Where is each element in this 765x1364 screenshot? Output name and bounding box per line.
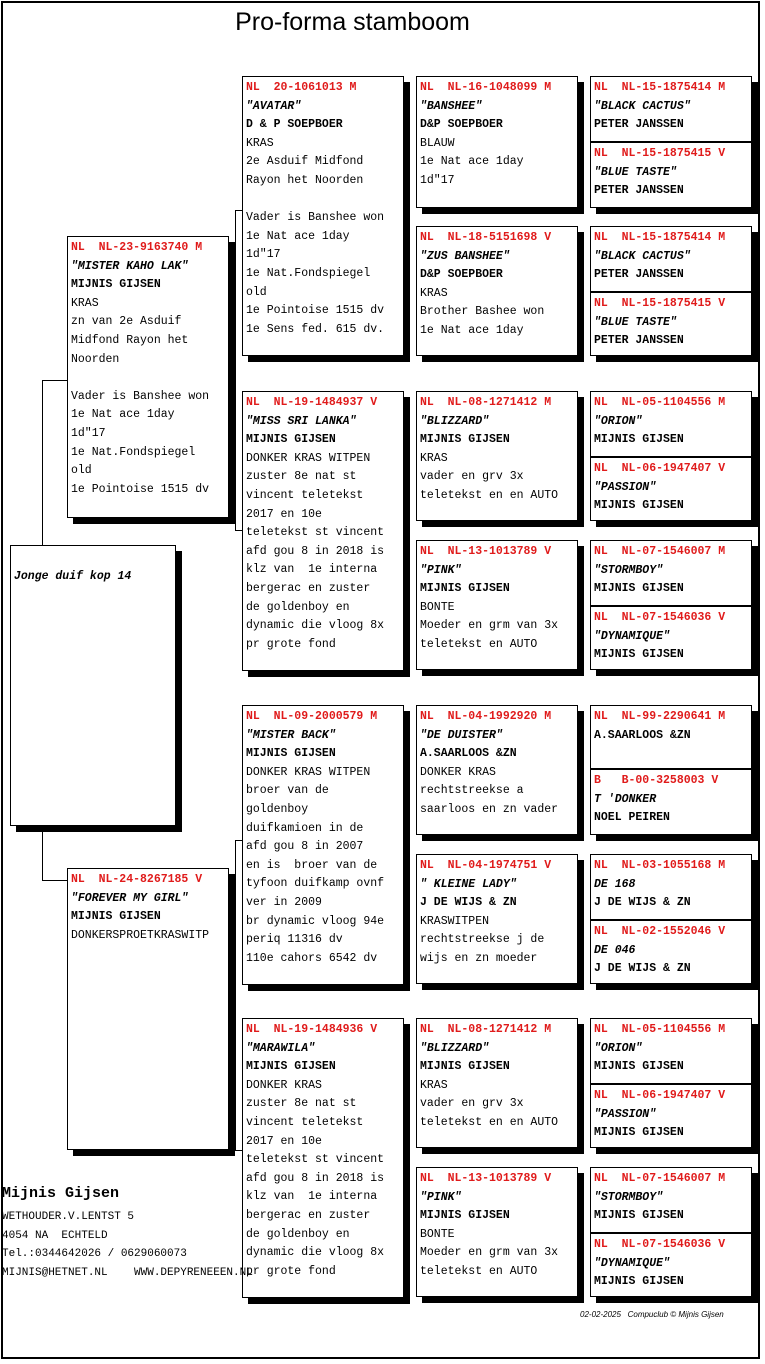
ring-number: NL NL-06-1947407 V <box>594 462 726 475</box>
owner-name: PETER JANSSEN <box>594 118 684 132</box>
parent-box-dam <box>67 868 229 1150</box>
gen4-box <box>590 142 752 208</box>
gen4-box <box>590 705 752 769</box>
pigeon-name: "BLACK CACTUS" <box>594 99 691 113</box>
pigeon-name: " KLEINE LADY" <box>420 877 517 891</box>
ring-number: NL NL-09-2000579 M <box>246 710 378 723</box>
grandparent-box <box>242 391 404 671</box>
grandparent-box <box>242 76 404 356</box>
owner-name: MIJNIS GIJSEN <box>420 1209 510 1223</box>
info-line: Vader is Banshee won <box>71 389 210 403</box>
breeder-name: Mijnis Gijsen <box>2 1185 120 1202</box>
ring-number: NL NL-02-1552046 V <box>594 925 726 938</box>
pigeon-name: "PASSION" <box>594 1107 657 1121</box>
pigeon-name: DE 046 <box>594 943 636 957</box>
great-grandparent-box <box>416 854 578 984</box>
pigeon-name: "MISTER KAHO LAK" <box>71 259 189 273</box>
info-line: br dynamic vloog 94e <box>246 914 385 928</box>
info-line <box>71 369 225 388</box>
ring-number: NL NL-19-1484937 V <box>246 396 378 409</box>
ring-number: NL NL-05-1104556 M <box>594 1023 726 1036</box>
info-line: bergerac en zuster <box>246 1208 371 1222</box>
owner-name: MIJNIS GIJSEN <box>594 1060 684 1074</box>
ring-number: NL NL-06-1947407 V <box>594 1089 726 1102</box>
pigeon-name: "BLIZZARD" <box>420 414 490 428</box>
pigeon-name: "BANSHEE" <box>420 99 483 113</box>
owner-name: MIJNIS GIJSEN <box>594 1275 684 1289</box>
info-line: 1e Nat ace 1day <box>246 229 350 243</box>
gen4-box <box>590 391 752 457</box>
info-line: vincent teletekst <box>246 488 364 502</box>
owner-name: PETER JANSSEN <box>594 184 684 198</box>
pigeon-name: "BLUE TASTE" <box>594 165 677 179</box>
info-line: 1e Nat ace 1day <box>420 323 524 337</box>
ring-number: NL NL-13-1013789 V <box>420 1172 552 1185</box>
owner-name: MIJNIS GIJSEN <box>594 1126 684 1140</box>
owner-name: D&P SOEPBOER <box>420 118 503 132</box>
info-line: dynamic die vloog 8x <box>246 1246 385 1260</box>
gen4-box <box>590 606 752 670</box>
info-line: teletekst en AUTO <box>420 637 538 651</box>
gen4-box <box>590 1084 752 1148</box>
info-line: wijs en zn moeder <box>420 951 538 965</box>
info-line: DONKERSPROETKRASWITP <box>71 928 210 942</box>
ring-number: NL NL-07-1546036 V <box>594 611 726 624</box>
info-line: Midfond Rayon het <box>71 333 189 347</box>
info-line: dynamic die vloog 8x <box>246 619 385 633</box>
info-line: pr grote fond <box>246 1264 336 1278</box>
info-line: Noorden <box>71 352 120 366</box>
pigeon-name: "ORION" <box>594 1041 643 1055</box>
info-line: KRAS <box>420 1078 448 1092</box>
info-line: DONKER KRAS WITPEN <box>246 451 371 465</box>
info-line: vader en grv 3x <box>420 1097 524 1111</box>
owner-name: MIJNIS GIJSEN <box>246 433 336 447</box>
gen4-box <box>590 1233 752 1297</box>
pigeon-name: DE 168 <box>594 877 636 891</box>
info-line: broer van de <box>246 784 329 798</box>
info-line: goldenboy <box>246 802 309 816</box>
owner-name: J DE WIJS & ZN <box>420 896 517 910</box>
info-line: KRAS <box>420 286 448 300</box>
ring-number: NL NL-19-1484936 V <box>246 1023 378 1036</box>
owner-name: D&P SOEPBOER <box>420 268 503 282</box>
ring-number: NL NL-04-1992920 M <box>420 710 552 723</box>
info-line: duifkamioen in de <box>246 821 364 835</box>
gen4-box <box>590 226 752 292</box>
info-line: teletekst en en AUTO <box>420 488 559 502</box>
connector-sire <box>235 210 236 530</box>
info-line: saarloos en zn vader <box>420 802 559 816</box>
info-line: en is broer van de <box>246 858 378 872</box>
grandparent-box <box>242 705 404 985</box>
info-line: 1e Nat.Fondspiegel <box>71 445 196 459</box>
info-line: BONTE <box>420 600 455 614</box>
breeder-email-website: MIJNIS@HETNET.NL WWW.DEPYRENEEEN.NL <box>2 1266 253 1279</box>
owner-name: MIJNIS GIJSEN <box>594 433 684 447</box>
pigeon-name: "AVATAR" <box>246 99 302 113</box>
pigeon-name: "DE DUISTER" <box>420 728 503 742</box>
ring-number: NL NL-08-1271412 M <box>420 1023 552 1036</box>
info-line: Rayon het Noorden <box>246 173 364 187</box>
info-line: zn van 2e Asduif <box>71 315 182 329</box>
pigeon-name: "FOREVER MY GIRL" <box>71 891 189 905</box>
ring-number: NL NL-07-1546007 M <box>594 1172 726 1185</box>
info-line: periq 11316 dv <box>246 933 343 947</box>
info-line: tyfoon duifkamp ovnf <box>246 877 385 891</box>
info-line: afd gou 8 in 2007 <box>246 840 364 854</box>
info-line: 1e Pointoise 1515 dv <box>246 304 385 318</box>
info-line: bergerac en zuster <box>246 581 371 595</box>
gen4-box <box>590 769 752 835</box>
ring-number: NL NL-04-1974751 V <box>420 859 552 872</box>
pigeon-name: T 'DONKER <box>594 792 657 806</box>
ring-number: NL NL-08-1271412 M <box>420 396 552 409</box>
info-line: Moeder en grm van 3x <box>420 619 559 633</box>
info-line: 2e Asduif Midfond <box>246 155 364 169</box>
pigeon-name: "PASSION" <box>594 480 657 494</box>
info-line: vader en grv 3x <box>420 470 524 484</box>
info-line: pr grote fond <box>246 637 336 651</box>
owner-name: A.SAARLOOS &ZN <box>420 747 517 761</box>
gen4-box <box>590 1018 752 1084</box>
great-grandparent-box <box>416 1018 578 1148</box>
owner-name: MIJNIS GIJSEN <box>420 1060 510 1074</box>
pigeon-name: "PINK" <box>420 1190 462 1204</box>
owner-name: NOEL PEIREN <box>594 811 670 825</box>
page-title: Pro-forma stamboom <box>235 8 470 36</box>
owner-name: MIJNIS GIJSEN <box>420 433 510 447</box>
pigeon-name: "ORION" <box>594 414 643 428</box>
info-line: ver in 2009 <box>246 895 322 909</box>
owner-name: MIJNIS GIJSEN <box>594 1209 684 1223</box>
ring-number: NL NL-15-1875414 M <box>594 231 726 244</box>
pigeon-name: "DYNAMIQUE" <box>594 1256 670 1270</box>
owner-name: J DE WIJS & ZN <box>594 962 691 976</box>
info-line: BLAUW <box>420 136 455 150</box>
ring-number: NL NL-07-1546036 V <box>594 1238 726 1251</box>
breeder-postcode: 4054 NA ECHTELD <box>2 1229 108 1242</box>
info-line: 2017 en 10e <box>246 1134 322 1148</box>
owner-name: MIJNIS GIJSEN <box>246 1060 336 1074</box>
gen4-box <box>590 292 752 356</box>
breeder-info <box>2 1185 253 1282</box>
breeder-address: WETHOUDER.V.LENTST 5 <box>2 1211 135 1223</box>
ring-number: NL NL-15-1875415 V <box>594 297 726 310</box>
gen4-box <box>590 457 752 521</box>
owner-name: MIJNIS GIJSEN <box>594 582 684 596</box>
info-line: klz van 1e interna <box>246 563 378 577</box>
ring-number: B B-00-3258003 V <box>594 774 719 787</box>
ring-number: NL NL-23-9163740 M <box>71 241 203 254</box>
info-line: 1e Nat ace 1day <box>71 408 175 422</box>
root-pigeon-box <box>10 545 176 826</box>
ring-number: NL NL-13-1013789 V <box>420 545 552 558</box>
info-line: 1e Nat.Fondspiegel <box>246 266 371 280</box>
info-line: rechtstreekse j de <box>420 933 545 947</box>
owner-name: MIJNIS GIJSEN <box>246 747 336 761</box>
pigeon-name: "PINK" <box>420 563 462 577</box>
info-line: KRAS <box>420 451 448 465</box>
pigeon-name: "BLACK CACTUS" <box>594 249 691 263</box>
info-line: Moeder en grm van 3x <box>420 1246 559 1260</box>
info-line: DONKER KRAS WITPEN <box>246 765 371 779</box>
info-line: DONKER KRAS <box>246 1078 322 1092</box>
ring-number: NL NL-07-1546007 M <box>594 545 726 558</box>
info-line: 1d"17 <box>71 426 106 440</box>
info-line: old <box>246 285 267 299</box>
info-line: de goldenboy en <box>246 600 350 614</box>
ring-number: NL NL-16-1048099 M <box>420 81 552 94</box>
owner-name: MIJNIS GIJSEN <box>594 499 684 513</box>
pigeon-name: "STORMBOY" <box>594 1190 664 1204</box>
gen4-box <box>590 920 752 984</box>
parent-box-sire <box>67 236 229 518</box>
info-line: vincent teletekst <box>246 1115 364 1129</box>
info-line: KRAS <box>246 136 274 150</box>
owner-name: A.SAARLOOS &ZN <box>594 728 691 742</box>
ring-number: NL NL-03-1055168 M <box>594 859 726 872</box>
breeder-phone: Tel.:0344642026 / 0629060073 <box>2 1248 187 1260</box>
ring-number: NL NL-15-1875415 V <box>594 147 726 160</box>
info-line <box>246 191 400 210</box>
info-line: 1e Nat ace 1day <box>420 155 524 169</box>
info-line: 1e Sens fed. 615 dv. <box>246 322 385 336</box>
info-line: old <box>71 464 92 478</box>
info-line: teletekst st vincent <box>246 1153 385 1167</box>
ring-number: NL NL-15-1875414 M <box>594 81 726 94</box>
info-line: zuster 8e nat st <box>246 470 357 484</box>
gen4-box <box>590 76 752 142</box>
info-line: Brother Bashee won <box>420 305 545 319</box>
info-line: teletekst en AUTO <box>420 1264 538 1278</box>
info-line: teletekst en en AUTO <box>420 1115 559 1129</box>
great-grandparent-box <box>416 76 578 208</box>
pigeon-name: "MARAWILA" <box>246 1041 316 1055</box>
info-line: afd gou 8 in 2018 is <box>246 544 385 558</box>
connector-root-top <box>42 380 68 381</box>
info-line: 1e Pointoise 1515 dv <box>71 482 210 496</box>
ring-number: NL NL-05-1104556 M <box>594 396 726 409</box>
connector-dam <box>235 840 236 1150</box>
info-line: klz van 1e interna <box>246 1190 378 1204</box>
ring-number: NL NL-18-5151698 V <box>420 231 552 244</box>
pigeon-name: "ZUS BANSHEE" <box>420 249 510 263</box>
great-grandparent-box <box>416 1167 578 1297</box>
info-line: 2017 en 10e <box>246 507 322 521</box>
root-label: Jonge duif kop 14 <box>14 570 132 583</box>
great-grandparent-box <box>416 226 578 356</box>
owner-name: PETER JANSSEN <box>594 334 684 348</box>
owner-name: J DE WIJS & ZN <box>594 896 691 910</box>
info-line: Vader is Banshee won <box>246 211 385 225</box>
pigeon-name: "BLUE TASTE" <box>594 315 677 329</box>
gen4-box <box>590 1167 752 1233</box>
info-line: 110e cahors 6542 dv <box>246 951 378 965</box>
info-line: BONTE <box>420 1227 455 1241</box>
owner-name: MIJNIS GIJSEN <box>71 278 161 292</box>
ring-number: NL NL-24-8267185 V <box>71 873 203 886</box>
pigeon-name: "BLIZZARD" <box>420 1041 490 1055</box>
owner-name: D & P SOEPBOER <box>246 118 343 132</box>
owner-name: MIJNIS GIJSEN <box>71 910 161 924</box>
info-line: teletekst st vincent <box>246 526 385 540</box>
pigeon-name: "DYNAMIQUE" <box>594 629 670 643</box>
info-line: de goldenboy en <box>246 1227 350 1241</box>
info-line: KRASWITPEN <box>420 914 490 928</box>
owner-name: MIJNIS GIJSEN <box>420 582 510 596</box>
great-grandparent-box <box>416 705 578 835</box>
info-line: KRAS <box>71 296 99 310</box>
footer-credit: 02-02-2025 Compuclub © Mijnis Gijsen <box>580 1310 724 1319</box>
grandparent-box <box>242 1018 404 1298</box>
pigeon-name: "MISTER BACK" <box>246 728 336 742</box>
info-line: 1d"17 <box>420 173 455 187</box>
info-line: afd gou 8 in 2018 is <box>246 1171 385 1185</box>
ring-number: NL 20-1061013 M <box>246 81 357 94</box>
gen4-box <box>590 540 752 606</box>
pigeon-name: "STORMBOY" <box>594 563 664 577</box>
info-line: 1d"17 <box>246 248 281 262</box>
ring-number: NL NL-99-2290641 M <box>594 710 726 723</box>
owner-name: PETER JANSSEN <box>594 268 684 282</box>
pigeon-name: "MISS SRI LANKA" <box>246 414 357 428</box>
info-line: rechtstreekse a <box>420 784 524 798</box>
gen4-box <box>590 854 752 920</box>
owner-name: MIJNIS GIJSEN <box>594 648 684 662</box>
info-line: DONKER KRAS <box>420 765 496 779</box>
great-grandparent-box <box>416 540 578 670</box>
great-grandparent-box <box>416 391 578 521</box>
info-line: zuster 8e nat st <box>246 1097 357 1111</box>
connector-root-bottom <box>42 880 68 881</box>
